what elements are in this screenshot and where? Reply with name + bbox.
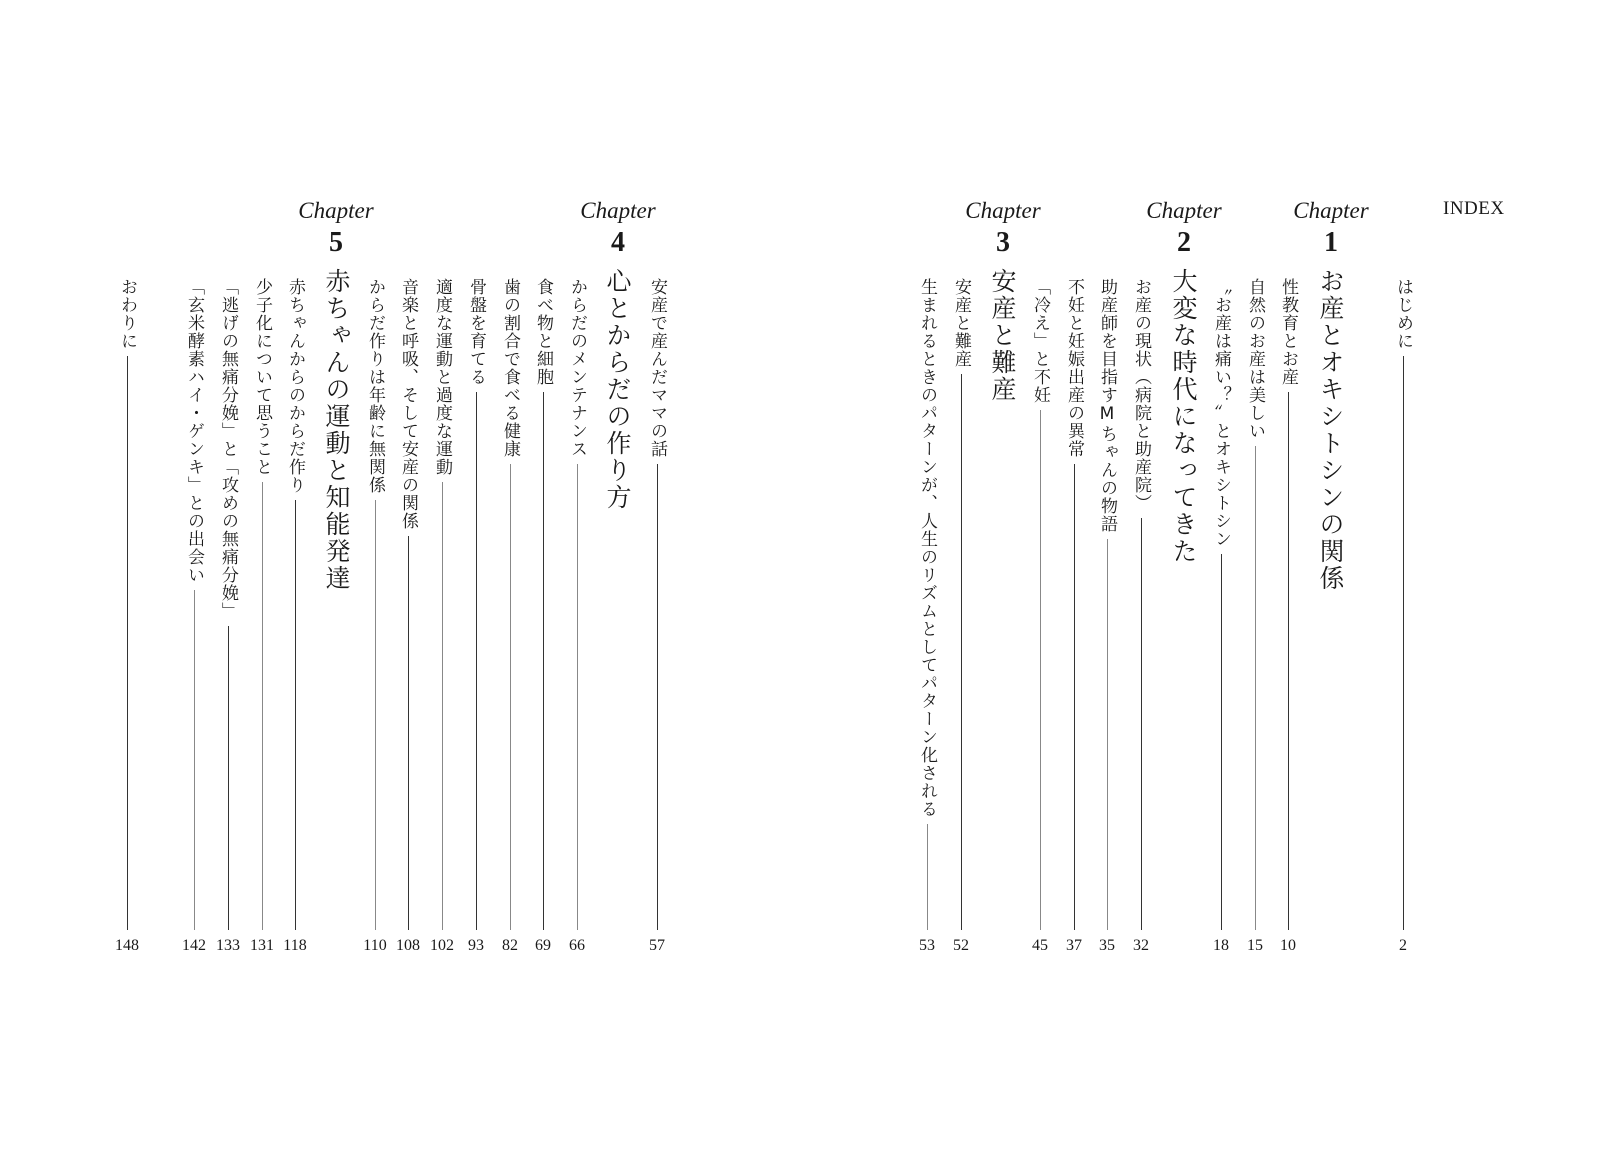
leader-line <box>1403 356 1404 930</box>
leader-line <box>1040 410 1041 930</box>
entry-title: 音楽と呼吸、そして安産の関係 <box>398 278 418 530</box>
chapter-label: Chapter <box>965 198 1041 223</box>
entry-title: 「冷え」と不妊 <box>1030 278 1050 404</box>
page-number: 10 <box>1280 937 1296 954</box>
toc-entry[interactable] <box>915 278 939 930</box>
entry-title: 歯の割合で食べる健康 <box>500 278 520 458</box>
leader-line <box>262 482 263 930</box>
page-number: 93 <box>468 937 484 954</box>
page-number: 118 <box>283 937 307 954</box>
page-number: 69 <box>535 937 551 954</box>
entry-title: 少子化について思うこと <box>252 278 272 476</box>
page-number: 18 <box>1213 937 1229 954</box>
page-number: 32 <box>1133 937 1149 954</box>
chapter-number: 3 <box>996 227 1010 258</box>
page-number: 82 <box>502 937 518 954</box>
leader-line <box>1107 539 1108 930</box>
chapter-label: Chapter <box>580 198 656 223</box>
toc-entry[interactable] <box>396 278 420 930</box>
leader-line <box>1255 446 1256 930</box>
entry-title: からだのメンテナンス <box>567 278 587 458</box>
page-number: 37 <box>1066 937 1082 954</box>
toc-entry[interactable] <box>216 278 240 930</box>
toc-entry[interactable] <box>1276 278 1300 930</box>
leader-line <box>127 356 128 930</box>
entry-title: 食べ物と細胞 <box>533 278 553 386</box>
page-number: 15 <box>1247 937 1263 954</box>
toc-entry[interactable] <box>1028 278 1052 930</box>
page-number: 52 <box>953 937 969 954</box>
entry-title: 安産と難産 <box>951 278 971 368</box>
page-number: 57 <box>649 937 665 954</box>
leader-line <box>1221 554 1222 930</box>
entry-title: お産の現状（病院と助産院） <box>1131 278 1151 512</box>
toc-entry[interactable] <box>283 278 307 930</box>
toc-entry[interactable] <box>182 278 206 930</box>
toc-entry[interactable] <box>645 278 669 930</box>
chapter-label: Chapter <box>1146 198 1222 223</box>
chapter-number: 2 <box>1177 227 1191 258</box>
leader-line <box>657 464 658 930</box>
entry-title: 適度な運動と過度な運動 <box>432 278 452 476</box>
leader-line <box>543 392 544 930</box>
leader-line <box>375 500 376 930</box>
toc-entry[interactable] <box>464 278 488 930</box>
index-heading: INDEX <box>1443 198 1505 219</box>
chapter-number: 1 <box>1324 227 1338 258</box>
toc-entry[interactable] <box>1095 278 1119 930</box>
entry-title: からだ作りは年齢に無関係 <box>365 278 385 494</box>
leader-line <box>194 590 195 930</box>
page-number: 53 <box>919 937 935 954</box>
entry-title: 安産で産んだママの話 <box>647 278 667 458</box>
leader-line <box>1141 518 1142 930</box>
chapter-2-title[interactable]: 大変な時代になってきた <box>1169 268 1198 565</box>
toc-entry[interactable] <box>1243 278 1267 930</box>
toc-entry-outro[interactable] <box>115 278 139 930</box>
chapter-4-heading <box>558 196 678 260</box>
toc-entry-intro[interactable] <box>1391 278 1415 930</box>
entry-title: 「逃げの無痛分娩」と「攻めの無痛分娩」 <box>218 278 238 620</box>
toc-entry[interactable] <box>363 278 387 930</box>
page-number: 2 <box>1399 937 1407 954</box>
page-number: 110 <box>363 937 387 954</box>
toc-entry[interactable] <box>1129 278 1153 930</box>
chapter-3-heading <box>943 196 1063 260</box>
chapter-2-heading <box>1124 196 1244 260</box>
leader-line <box>927 824 928 930</box>
leader-line <box>1288 392 1289 930</box>
page-number: 102 <box>430 937 454 954</box>
chapter-number: 4 <box>611 227 625 258</box>
chapter-3-title[interactable]: 安産と難産 <box>988 268 1017 403</box>
page-number: 148 <box>115 937 139 954</box>
leader-line <box>476 392 477 930</box>
chapter-4-title[interactable]: 心とからだの作り方 <box>603 268 632 511</box>
page-number: 131 <box>250 937 274 954</box>
toc-entry[interactable] <box>250 278 274 930</box>
entry-title: 生まれるときのパターンが、人生のリズムとしてパターン化される <box>917 278 937 818</box>
entry-title: 自然のお産は美しい <box>1245 278 1265 440</box>
page-number: 108 <box>396 937 420 954</box>
chapter-5-title[interactable]: 赤ちゃんの運動と知能発達 <box>322 268 351 592</box>
chapter-5-heading <box>276 196 396 260</box>
entry-title: 助産師を目指すMちゃんの物語 <box>1097 278 1117 533</box>
chapter-label: Chapter <box>1293 198 1369 223</box>
leader-line <box>961 374 962 930</box>
leader-line <box>577 464 578 930</box>
leader-line <box>295 500 296 930</box>
toc-entry[interactable] <box>498 278 522 930</box>
chapter-1-heading <box>1271 196 1391 260</box>
page-number: 35 <box>1099 937 1115 954</box>
chapter-number: 5 <box>329 227 343 258</box>
entry-title: おわりに <box>117 278 137 350</box>
chapter-label: Chapter <box>298 198 374 223</box>
page-number: 45 <box>1032 937 1048 954</box>
page-number: 142 <box>182 937 206 954</box>
leader-line <box>510 464 511 930</box>
toc-entry[interactable] <box>565 278 589 930</box>
toc-entry[interactable] <box>531 278 555 930</box>
entry-title: はじめに <box>1393 278 1413 350</box>
leader-line <box>1074 464 1075 930</box>
leader-line <box>228 626 229 930</box>
page-number: 66 <box>569 937 585 954</box>
toc-entry[interactable] <box>430 278 454 930</box>
entry-title: 赤ちゃんからのからだ作り <box>285 278 305 494</box>
toc-entry[interactable] <box>1209 278 1233 930</box>
toc-entry[interactable] <box>949 278 973 930</box>
toc-entry[interactable] <box>1062 278 1086 930</box>
entry-title: 〝お産は痛い？〟とオキシトシン <box>1211 278 1231 548</box>
page-number: 133 <box>216 937 240 954</box>
chapter-1-title[interactable]: お産とオキシトシンの関係 <box>1316 268 1345 592</box>
entry-title: 「玄米酵素ハイ・ゲンキ」との出会い <box>184 278 204 584</box>
leader-line <box>408 536 409 930</box>
entry-title: 骨盤を育てる <box>466 278 486 386</box>
entry-title: 不妊と妊娠出産の異常 <box>1064 278 1084 458</box>
entry-title: 性教育とお産 <box>1278 278 1298 386</box>
leader-line <box>442 482 443 930</box>
